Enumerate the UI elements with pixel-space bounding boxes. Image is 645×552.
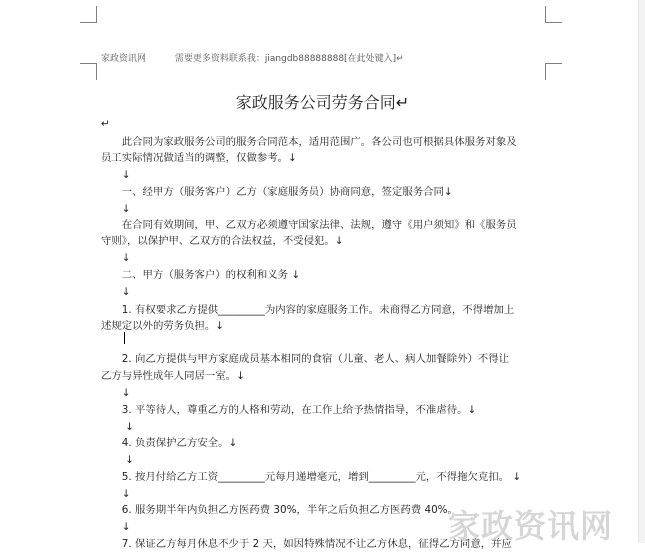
text-cursor xyxy=(124,332,125,344)
header-left-text: 家政资讯网 xyxy=(101,54,147,64)
text-line: ↓ xyxy=(101,488,131,500)
text-line: ↓ xyxy=(101,169,131,181)
text-line: ↓ xyxy=(101,521,131,533)
text-line: ↓ xyxy=(101,203,131,215)
text-line: 一、经甲方（服务客户）乙方（家庭服务员）协商同意，签定服务合同↓ xyxy=(101,186,453,198)
page-corner-mark xyxy=(80,63,97,80)
text-line: 此合同为家政服务公司的服务合同范本，适用范围广。各公司也可根据具体服务对象及 xyxy=(101,136,517,148)
text-line: 5. 按月付给乙方工资_________元每月递增毫元，增到_________元，不得拖欠克扣。 ↓ xyxy=(101,471,522,483)
header-right-text: 需要更多资料联系我：jiangdb88888888[在此处键入]↵ xyxy=(174,54,404,64)
text-line: 4. 负责保护乙方安全。↓ xyxy=(101,437,238,449)
text-line: 1. 有权要求乙方提供_________为内容的家庭服务工作。未商得乙方同意，不得增加上 xyxy=(101,304,515,316)
site-watermark: 家政资讯网 xyxy=(448,507,614,545)
text-line: 述规定以外的劳务负担。↓ xyxy=(101,320,225,332)
text-line: ↓ xyxy=(101,252,131,264)
text-line: ↵ xyxy=(101,118,110,130)
page-corner-mark xyxy=(545,6,562,23)
text-line xyxy=(101,335,547,351)
text-line: 员工实际情况做适当的调整，仅做参考。↓ xyxy=(101,152,297,164)
text-line: 3. 平等待人，尊重乙方的人格和劳动，在工作上给予热情指导，不准虐待。↓ xyxy=(101,404,477,416)
text-line: 6. 服务期半年内负担乙方医药费 30%，半年之后负担乙方医药费 40%。 xyxy=(101,504,458,516)
text-line: ↓ xyxy=(101,454,134,466)
page-header[interactable] xyxy=(101,51,404,64)
text-line: 守则》，以保护甲、乙双方的合法权益，不受侵犯。↓ xyxy=(101,235,344,247)
page-corner-mark xyxy=(545,63,562,80)
text-line: 乙方与异性成年人同居一室。↓ xyxy=(101,370,245,382)
document-title: 家政服务公司劳务合同↵ xyxy=(235,93,410,112)
text-line: 7. 保证乙方每月休息不少于 2 天，如因特殊情况不让乙方休息，征得乙方同意，并应 xyxy=(101,538,512,550)
text-line: ↓ xyxy=(101,421,134,433)
text-line: ↓ xyxy=(101,286,131,298)
page-corner-mark xyxy=(80,6,97,23)
vertical-scrollbar[interactable] xyxy=(638,0,645,543)
text-line: 2. 向乙方提供与甲方家庭成员基本相同的食宿（儿童、老人、病人加餐除外）不得让 xyxy=(101,353,510,365)
text-line: 在合同有效期间，甲、乙双方必须遵守国家法律、法规，遵守《用户须知》和《服务员 xyxy=(101,219,517,231)
text-line: ↓ xyxy=(101,387,131,399)
text-line: 二、甲方（服务客户）的权利和义务 ↓ xyxy=(101,269,301,281)
